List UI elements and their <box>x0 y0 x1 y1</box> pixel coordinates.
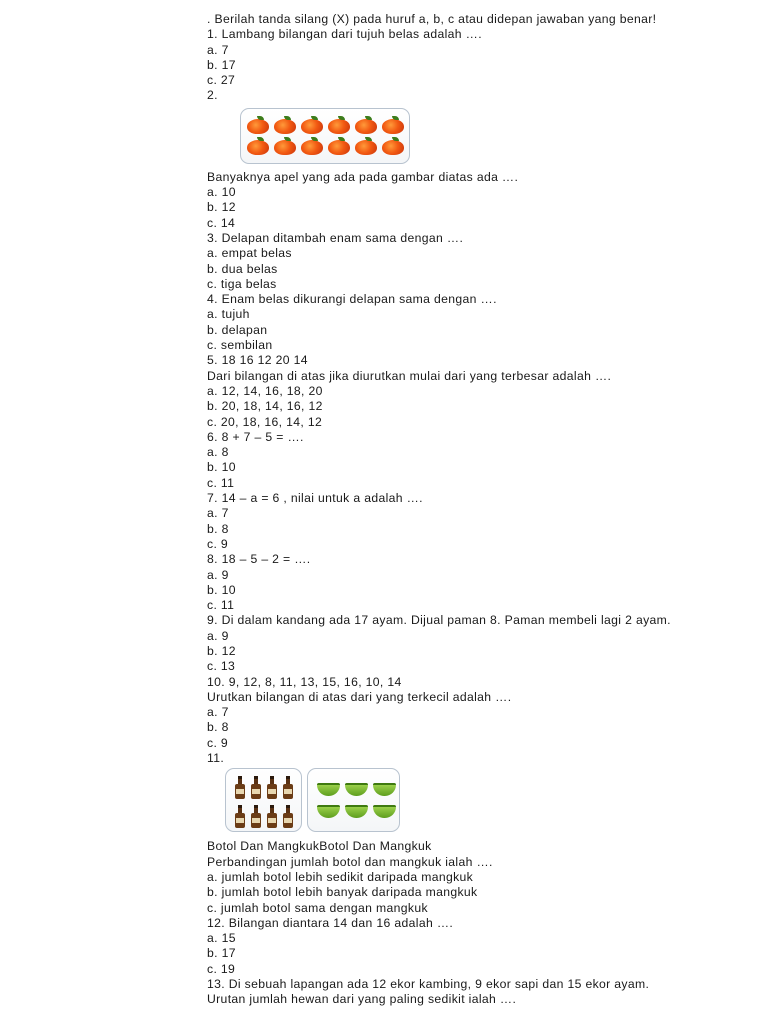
text-line: 7. 14 – a = 6 , nilai untuk a adalah …. <box>207 491 423 506</box>
text-line: Banyaknya apel yang ada pada gambar diatas ada …. <box>207 169 519 184</box>
text-line: c. 11 <box>207 598 235 613</box>
bottle-icon <box>235 776 245 799</box>
apple-icon <box>355 137 377 155</box>
bowl-icon <box>317 805 340 818</box>
text-line: a. empat belas <box>207 246 292 261</box>
questions-section-b <box>207 169 671 767</box>
text-line: 2. <box>207 88 218 103</box>
bottle-icon <box>251 776 261 799</box>
apple-icon <box>247 137 269 155</box>
apple-image-frame <box>240 108 410 164</box>
bottle-image-frame <box>225 768 302 832</box>
text-line: c. 9 <box>207 735 229 750</box>
text-line: b. delapan <box>207 322 268 337</box>
apple-icon <box>301 116 323 134</box>
text-line: 3. Delapan ditambah enam sama dengan …. <box>207 230 464 245</box>
apple-icon <box>382 116 404 134</box>
bottle-icon <box>235 805 245 828</box>
bottle-icon <box>267 805 277 828</box>
questions-section-c <box>207 839 650 1007</box>
apple-icon <box>274 137 296 155</box>
text-line: a. 9 <box>207 628 229 643</box>
text-line: 11. <box>207 751 225 766</box>
bottle-icon <box>283 805 293 828</box>
questions-section-a <box>207 12 657 104</box>
bowl-icon <box>317 783 340 796</box>
apple-icon <box>247 116 269 134</box>
bowl-icon <box>345 805 368 818</box>
text-line: Dari bilangan di atas jika diurutkan mulai dari yang terbesar adalah …. <box>207 368 612 383</box>
bowl-image-frame <box>307 768 400 832</box>
text-line: c. 11 <box>207 475 235 490</box>
text-line: b. 17 <box>207 57 236 72</box>
text-line: 8. 18 – 5 – 2 = …. <box>207 552 311 567</box>
bowl-icon <box>345 783 368 796</box>
text-line: a. 8 <box>207 445 229 460</box>
text-line: a. tujuh <box>207 307 250 322</box>
text-line: a. 10 <box>207 185 236 200</box>
apple-icon <box>274 116 296 134</box>
text-line: b. 17 <box>207 946 236 961</box>
text-line: b. dua belas <box>207 261 278 276</box>
text-line: a. 9 <box>207 567 229 582</box>
text-line: 5. 18 16 12 20 14 <box>207 353 308 368</box>
text-line: a. 15 <box>207 931 236 946</box>
apple-icon <box>382 137 404 155</box>
text-line: c. jumlah botol sama dengan mangkuk <box>207 900 428 915</box>
apple-icon <box>328 116 350 134</box>
text-line: 13. Di sebuah lapangan ada 12 ekor kambing, 9 ekor sapi dan 15 ekor ayam. <box>207 977 650 992</box>
text-line: 6. 8 + 7 – 5 = …. <box>207 429 304 444</box>
text-line: b. 10 <box>207 582 236 597</box>
text-line: a. 7 <box>207 42 229 57</box>
text-line: c. 20, 18, 16, 14, 12 <box>207 414 323 429</box>
text-line: c. 14 <box>207 215 236 230</box>
text-line: c. tiga belas <box>207 276 277 291</box>
text-line: c. 9 <box>207 536 229 551</box>
apple-icon <box>328 137 350 155</box>
bottle-bowl-figure <box>207 768 563 832</box>
text-line: a. 12, 14, 16, 18, 20 <box>207 383 323 398</box>
text-line: 9. Di dalam kandang ada 17 ayam. Dijual paman 8. Paman membeli lagi 2 ayam. <box>207 613 671 628</box>
text-line: 1. Lambang bilangan dari tujuh belas adalah …. <box>207 27 482 42</box>
bowl-icon <box>373 805 396 818</box>
text-line: 12. Bilangan diantara 14 dan 16 adalah …. <box>207 915 454 930</box>
text-line: Urutan jumlah hewan dari yang paling sedikit ialah …. <box>207 992 517 1007</box>
text-line: c. 19 <box>207 961 236 976</box>
text-line: a. 7 <box>207 705 229 720</box>
text-line: a. 7 <box>207 506 229 521</box>
text-line: c. sembilan <box>207 338 273 353</box>
text-line: . Berilah tanda silang (X) pada huruf a, b, c atau didepan jawaban yang benar! <box>207 12 657 26</box>
bottle-icon <box>251 805 261 828</box>
text-line: c. 13 <box>207 659 236 674</box>
text-line: b. 20, 18, 14, 16, 12 <box>207 399 323 414</box>
bowl-icon <box>373 783 396 796</box>
text-line: b. 12 <box>207 200 236 215</box>
text-line: c. 27 <box>207 73 236 88</box>
worksheet <box>207 12 671 1008</box>
text-line: Botol Dan MangkukBotol Dan Mangkuk <box>207 839 432 854</box>
text-line: Urutkan bilangan di atas dari yang terkecil adalah …. <box>207 689 512 704</box>
text-line: a. jumlah botol lebih sedikit daripada mangkuk <box>207 869 474 884</box>
bottle-icon <box>283 776 293 799</box>
text-line: b. 12 <box>207 643 236 658</box>
apple-icon <box>301 137 323 155</box>
text-line: 10. 9, 12, 8, 11, 13, 15, 16, 10, 14 <box>207 674 402 689</box>
bottle-icon <box>267 776 277 799</box>
text-line: Perbandingan jumlah botol dan mangkuk ialah …. <box>207 854 493 869</box>
text-line: b. 10 <box>207 460 236 475</box>
text-line: b. jumlah botol lebih banyak daripada mangkuk <box>207 885 478 900</box>
apple-icon <box>355 116 377 134</box>
text-line: b. 8 <box>207 521 229 536</box>
text-line: b. 8 <box>207 720 229 735</box>
text-line: 4. Enam belas dikurangi delapan sama dengan …. <box>207 292 497 307</box>
apple-figure <box>207 108 563 164</box>
